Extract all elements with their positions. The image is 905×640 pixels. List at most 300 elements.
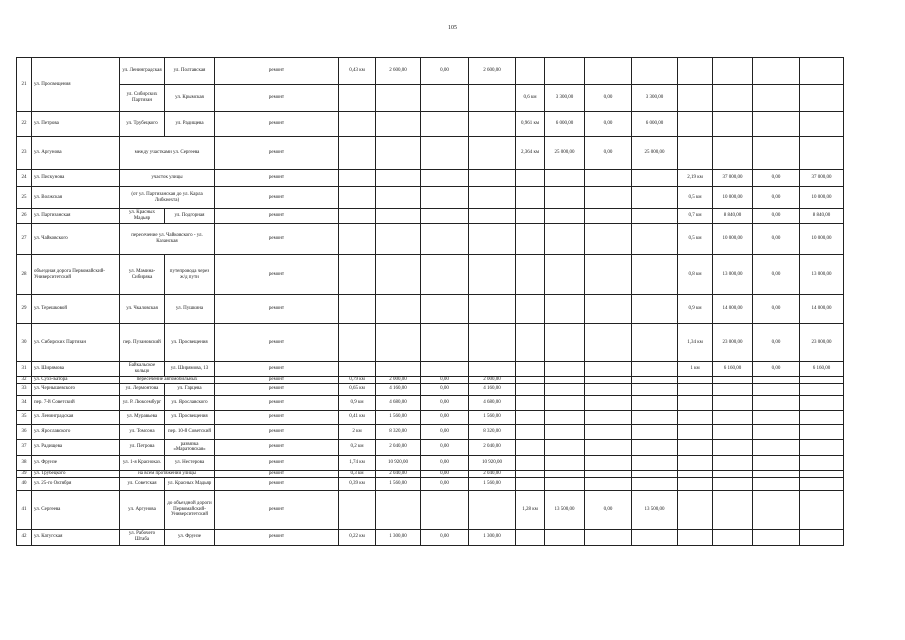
work-type-cell: ремонт: [215, 255, 339, 295]
segment-from-cell: ул. Муравьева: [120, 410, 165, 424]
value-cell-p2-fed: [585, 455, 632, 470]
value-cell-p1-len: [339, 362, 376, 377]
table-row: [17, 439, 892, 455]
value-cell-p3-fed: [753, 395, 800, 410]
value-cell-p2-len: [516, 477, 545, 490]
value-cell-p1-len: [339, 209, 376, 224]
value-cell-p1-loc: 2 040,00: [469, 439, 516, 455]
value-cell-p2-total: [545, 324, 585, 362]
value-cell-p1-loc: 4 680,00: [469, 395, 516, 410]
value-cell-p1-loc: 10 920,00: [469, 455, 516, 470]
street-name-cell: пер. 7-й Советский: [32, 395, 120, 410]
value-cell-p3-len: 0,8 км: [678, 255, 713, 295]
row-number-cell: 34: [17, 395, 32, 410]
segment-to-cell: ул. Фрунзе: [165, 529, 215, 545]
value-cell-p2-total: [545, 362, 585, 377]
work-type-cell: ремонт: [215, 470, 339, 477]
value-cell-p3-len: [678, 112, 713, 137]
value-cell-p3-total: [713, 137, 753, 170]
value-cell-p3-total: [713, 112, 753, 137]
value-cell-p1-total: [376, 490, 421, 529]
value-cell-p1-fed: [421, 112, 469, 137]
row-number-cell: 33: [17, 383, 32, 395]
value-cell-p3-loc: 14 000,00: [800, 295, 844, 324]
value-cell-p2-fed: [585, 470, 632, 477]
value-cell-p1-len: 0,39 км: [339, 477, 376, 490]
value-cell-p3-loc: [800, 58, 844, 85]
value-cell-p2-loc: [632, 377, 678, 384]
value-cell-p1-total: 8 320,00: [376, 424, 421, 439]
value-cell-p3-total: [713, 85, 753, 112]
row-number-cell: 42: [17, 529, 32, 545]
value-cell-p1-total: 1 560,00: [376, 477, 421, 490]
work-type-cell: ремонт: [215, 295, 339, 324]
value-cell-p3-total: [713, 477, 753, 490]
value-cell-p2-total: [545, 410, 585, 424]
row-number-cell: 27: [17, 224, 32, 255]
value-cell-p3-len: [678, 477, 713, 490]
value-cell-p2-len: 2,364 км: [516, 137, 545, 170]
value-cell-p3-fed: [753, 410, 800, 424]
work-type-cell: ремонт: [215, 377, 339, 384]
table-row: [17, 85, 892, 112]
value-cell-p3-loc: [800, 377, 844, 384]
value-cell-p3-fed: 0,00: [753, 209, 800, 224]
value-cell-p3-fed: 0,00: [753, 362, 800, 377]
value-cell-p1-loc: 1 560,00: [469, 410, 516, 424]
value-cell-p2-total: [545, 377, 585, 384]
value-cell-p2-total: 6 000,00: [545, 112, 585, 137]
value-cell-p1-fed: [421, 490, 469, 529]
value-cell-p1-total: 2 040,00: [376, 439, 421, 455]
value-cell-p1-loc: [469, 187, 516, 209]
work-type-cell: ремонт: [215, 112, 339, 137]
value-cell-p1-fed: 0,00: [421, 455, 469, 470]
value-cell-p2-len: 0,6 км: [516, 85, 545, 112]
value-cell-p3-len: [678, 410, 713, 424]
value-cell-p2-fed: [585, 324, 632, 362]
value-cell-p3-total: 10 000,00: [713, 187, 753, 209]
table-row: [17, 112, 892, 137]
value-cell-p1-total: [376, 324, 421, 362]
value-cell-p2-loc: 6 000,00: [632, 112, 678, 137]
work-type-cell: ремонт: [215, 85, 339, 112]
table-row: [17, 187, 892, 209]
value-cell-p3-fed: 0,00: [753, 224, 800, 255]
value-cell-p2-total: [545, 383, 585, 395]
value-cell-p3-len: [678, 395, 713, 410]
street-name-cell: ул. Фрунзе: [32, 455, 120, 470]
segment-cell: на всем протяжении улицы: [120, 470, 215, 477]
value-cell-p3-loc: [800, 383, 844, 395]
value-cell-p3-len: [678, 85, 713, 112]
street-name-cell: ул. Ярославского: [32, 424, 120, 439]
value-cell-p3-fed: [753, 455, 800, 470]
value-cell-p3-total: [713, 490, 753, 529]
table-row: [17, 529, 892, 545]
value-cell-p1-len: 0,41 км: [339, 410, 376, 424]
value-cell-p1-total: [376, 224, 421, 255]
value-cell-p2-len: [516, 439, 545, 455]
value-cell-p3-len: 1,34 км: [678, 324, 713, 362]
value-cell-p2-loc: [632, 324, 678, 362]
value-cell-p3-loc: 8 840,00: [800, 209, 844, 224]
table-row: [17, 383, 892, 395]
value-cell-p3-len: 2,19 км: [678, 170, 713, 187]
value-cell-p1-total: [376, 170, 421, 187]
street-name-cell: ул. Трубецкого: [32, 470, 120, 477]
value-cell-p3-len: [678, 424, 713, 439]
value-cell-p1-loc: [469, 85, 516, 112]
segment-to-cell: ул. Крымская: [165, 85, 215, 112]
value-cell-p1-fed: 0,00: [421, 410, 469, 424]
value-cell-p2-len: [516, 224, 545, 255]
value-cell-p1-len: [339, 187, 376, 209]
road-repair-table: [16, 57, 892, 546]
segment-to-cell: ул. Нестерова: [165, 455, 215, 470]
value-cell-p3-len: 0,5 км: [678, 224, 713, 255]
value-cell-p1-fed: 0,00: [421, 439, 469, 455]
value-cell-p2-len: [516, 187, 545, 209]
value-cell-p3-fed: [753, 477, 800, 490]
row-number-cell: 23: [17, 137, 32, 170]
value-cell-p2-total: [545, 58, 585, 85]
street-name-cell: ул. Пискунова: [32, 170, 120, 187]
street-name-cell: ул. Волжская: [32, 187, 120, 209]
segment-cell: участок улицы: [120, 170, 215, 187]
street-name-cell: ул. Петрова: [32, 112, 120, 137]
value-cell-p2-loc: [632, 470, 678, 477]
value-cell-p3-total: [713, 470, 753, 477]
segment-to-cell: ул. Гарцева: [165, 383, 215, 395]
value-cell-p2-fed: [585, 362, 632, 377]
value-cell-p1-loc: [469, 324, 516, 362]
segment-to-cell: ул. Просвещения: [165, 324, 215, 362]
value-cell-p1-loc: [469, 112, 516, 137]
value-cell-p1-fed: 0,00: [421, 477, 469, 490]
value-cell-p1-total: 2 600,00: [376, 58, 421, 85]
street-name-cell: объездная дорога Первомайский-Университетский: [32, 255, 120, 295]
table-row: [17, 58, 892, 85]
value-cell-p1-fed: 0,00: [421, 395, 469, 410]
value-cell-p1-fed: 0,00: [421, 470, 469, 477]
value-cell-p3-fed: [753, 529, 800, 545]
value-cell-p3-fed: 0,00: [753, 187, 800, 209]
segment-from-cell: Байкальское кольцо: [120, 362, 165, 377]
value-cell-p3-loc: 23 000,00: [800, 324, 844, 362]
value-cell-p2-len: [516, 529, 545, 545]
value-cell-p3-loc: [800, 439, 844, 455]
row-number-cell: 31: [17, 362, 32, 377]
street-name-cell: ул. Чайковского: [32, 224, 120, 255]
value-cell-p3-fed: [753, 137, 800, 170]
value-cell-p1-len: [339, 85, 376, 112]
value-cell-p1-fed: 0,00: [421, 377, 469, 384]
value-cell-p2-loc: [632, 395, 678, 410]
value-cell-p3-len: [678, 455, 713, 470]
street-name-cell: ул. Катугская: [32, 529, 120, 545]
value-cell-p1-fed: [421, 187, 469, 209]
value-cell-p1-fed: [421, 362, 469, 377]
value-cell-p1-total: 1 300,00: [376, 529, 421, 545]
value-cell-p2-total: [545, 395, 585, 410]
value-cell-p1-loc: [469, 137, 516, 170]
street-name-cell: ул. Сергеева: [32, 490, 120, 529]
value-cell-p1-len: [339, 324, 376, 362]
value-cell-p2-fed: [585, 170, 632, 187]
segment-to-cell: развязка «Маратовская»: [165, 439, 215, 455]
value-cell-p2-total: [545, 424, 585, 439]
segment-to-cell: путепровода через ж/д пути: [165, 255, 215, 295]
value-cell-p2-fed: [585, 395, 632, 410]
table-row: [17, 477, 892, 490]
value-cell-p1-total: [376, 112, 421, 137]
value-cell-p2-fed: [585, 424, 632, 439]
value-cell-p2-loc: [632, 170, 678, 187]
value-cell-p2-len: [516, 362, 545, 377]
value-cell-p1-total: [376, 85, 421, 112]
value-cell-p3-total: [713, 439, 753, 455]
segment-from-cell: ул. Аргунова: [120, 490, 165, 529]
page-number: 105: [448, 25, 457, 31]
value-cell-p2-total: 13 500,00: [545, 490, 585, 529]
value-cell-p1-total: 4 680,00: [376, 395, 421, 410]
value-cell-p3-loc: [800, 477, 844, 490]
table-row: [17, 209, 892, 224]
row-number-cell: 22: [17, 112, 32, 137]
street-name-cell: ул. Чернышевского: [32, 383, 120, 395]
value-cell-p1-loc: [469, 170, 516, 187]
value-cell-p2-fed: [585, 529, 632, 545]
value-cell-p2-fed: 0,00: [585, 490, 632, 529]
table-row: [17, 224, 892, 255]
segment-from-cell: ул. Трубецкого: [120, 112, 165, 137]
value-cell-p2-total: [545, 209, 585, 224]
value-cell-p1-fed: 0,00: [421, 529, 469, 545]
value-cell-p3-loc: [800, 112, 844, 137]
value-cell-p2-len: [516, 383, 545, 395]
value-cell-p3-len: [678, 529, 713, 545]
value-cell-p3-total: [713, 424, 753, 439]
street-name-cell: ул. Ширямова: [32, 362, 120, 377]
table-row: [17, 324, 892, 362]
street-name-cell: ул. Сибирских Партизан: [32, 324, 120, 362]
value-cell-p1-loc: [469, 255, 516, 295]
table-row: [17, 470, 892, 477]
value-cell-p2-fed: 0,00: [585, 112, 632, 137]
value-cell-p2-len: [516, 324, 545, 362]
value-cell-p2-loc: [632, 410, 678, 424]
segment-from-cell: пер. Пузановский: [120, 324, 165, 362]
value-cell-p1-len: [339, 224, 376, 255]
value-cell-p1-len: [339, 112, 376, 137]
value-cell-p1-total: [376, 209, 421, 224]
value-cell-p2-fed: [585, 224, 632, 255]
value-cell-p3-loc: 6 160,00: [800, 362, 844, 377]
value-cell-p1-fed: [421, 324, 469, 362]
value-cell-p3-loc: [800, 137, 844, 170]
work-type-cell: ремонт: [215, 324, 339, 362]
value-cell-p2-fed: [585, 410, 632, 424]
value-cell-p2-loc: [632, 209, 678, 224]
work-type-cell: ремонт: [215, 439, 339, 455]
value-cell-p1-len: 0,79 км: [339, 377, 376, 384]
segment-to-cell: ул. Пушкина: [165, 295, 215, 324]
value-cell-p2-fed: [585, 58, 632, 85]
work-type-cell: ремонт: [215, 209, 339, 224]
row-number-cell: 36: [17, 424, 32, 439]
value-cell-p3-total: 14 000,00: [713, 295, 753, 324]
work-type-cell: ремонт: [215, 529, 339, 545]
segment-to-cell: ул. Красных Мадьяр: [165, 477, 215, 490]
work-type-cell: ремонт: [215, 490, 339, 529]
value-cell-p2-len: [516, 209, 545, 224]
value-cell-p1-fed: 0,00: [421, 424, 469, 439]
value-cell-p2-loc: [632, 362, 678, 377]
value-cell-p2-total: [545, 439, 585, 455]
value-cell-p3-loc: 10 000,00: [800, 187, 844, 209]
value-cell-p1-len: [339, 255, 376, 295]
value-cell-p1-len: 2 км: [339, 424, 376, 439]
row-number-cell: 29: [17, 295, 32, 324]
value-cell-p3-len: [678, 377, 713, 384]
value-cell-p2-loc: [632, 424, 678, 439]
table-row: [17, 395, 892, 410]
value-cell-p1-fed: [421, 209, 469, 224]
work-type-cell: ремонт: [215, 455, 339, 470]
value-cell-p2-total: [545, 170, 585, 187]
value-cell-p3-loc: 37 000,00: [800, 170, 844, 187]
value-cell-p1-loc: [469, 490, 516, 529]
value-cell-p3-len: [678, 470, 713, 477]
value-cell-p3-loc: [800, 455, 844, 470]
value-cell-p1-total: [376, 187, 421, 209]
value-cell-p1-fed: [421, 85, 469, 112]
value-cell-p1-fed: [421, 224, 469, 255]
value-cell-p1-loc: 2 600,00: [469, 58, 516, 85]
value-cell-p3-len: 0,7 км: [678, 209, 713, 224]
value-cell-p2-loc: [632, 58, 678, 85]
table-row: [17, 255, 892, 295]
work-type-cell: ремонт: [215, 383, 339, 395]
row-number-cell: 28: [17, 255, 32, 295]
value-cell-p1-fed: 0,00: [421, 383, 469, 395]
street-name-cell: ул. Радищева: [32, 439, 120, 455]
value-cell-p2-loc: [632, 255, 678, 295]
value-cell-p2-total: [545, 255, 585, 295]
value-cell-p2-fed: [585, 477, 632, 490]
value-cell-p2-len: [516, 455, 545, 470]
value-cell-p1-total: 4 160,00: [376, 383, 421, 395]
table-row: [17, 362, 892, 377]
value-cell-p1-fed: [421, 170, 469, 187]
street-name-cell: ул. Терешковой: [32, 295, 120, 324]
value-cell-p1-loc: [469, 224, 516, 255]
table-body: [17, 58, 892, 546]
value-cell-p3-fed: 0,00: [753, 170, 800, 187]
value-cell-p3-fed: [753, 470, 800, 477]
table-row: [17, 170, 892, 187]
value-cell-p2-total: [545, 477, 585, 490]
value-cell-p1-loc: 1 300,00: [469, 529, 516, 545]
value-cell-p1-loc: [469, 362, 516, 377]
street-name-cell: ул. Аргунова: [32, 137, 120, 170]
work-type-cell: ремонт: [215, 58, 339, 85]
value-cell-p2-len: [516, 395, 545, 410]
value-cell-p1-fed: 0,00: [421, 58, 469, 85]
value-cell-p2-total: [545, 470, 585, 477]
value-cell-p2-fed: [585, 377, 632, 384]
segment-cell: (от ул. Партизанская до ул. Карла Либкнехта): [120, 187, 215, 209]
value-cell-p2-loc: 25 000,00: [632, 137, 678, 170]
row-number-cell: 21: [17, 58, 32, 112]
value-cell-p3-total: [713, 529, 753, 545]
value-cell-p2-total: [545, 295, 585, 324]
segment-to-cell: пер. 10-й Советский: [165, 424, 215, 439]
row-number-cell: 37: [17, 439, 32, 455]
value-cell-p3-total: [713, 455, 753, 470]
segment-from-cell: ул. 1-я Красноказ.: [120, 455, 165, 470]
segment-from-cell: ул. Мамина-Сибиряка: [120, 255, 165, 295]
value-cell-p3-loc: [800, 529, 844, 545]
value-cell-p1-total: [376, 255, 421, 295]
value-cell-p3-loc: 13 000,00: [800, 255, 844, 295]
segment-from-cell: ул. Сибирских Партизан: [120, 85, 165, 112]
work-type-cell: ремонт: [215, 137, 339, 170]
value-cell-p1-loc: 8 320,00: [469, 424, 516, 439]
segment-from-cell: ул. Рабочего Штаба: [120, 529, 165, 545]
value-cell-p3-fed: [753, 439, 800, 455]
value-cell-p1-total: [376, 295, 421, 324]
row-number-cell: 35: [17, 410, 32, 424]
value-cell-p2-fed: [585, 187, 632, 209]
value-cell-p3-total: [713, 410, 753, 424]
work-type-cell: ремонт: [215, 395, 339, 410]
value-cell-p1-len: [339, 170, 376, 187]
value-cell-p2-total: [545, 455, 585, 470]
value-cell-p3-total: [713, 383, 753, 395]
value-cell-p3-total: [713, 58, 753, 85]
value-cell-p2-loc: [632, 439, 678, 455]
value-cell-p1-len: [339, 137, 376, 170]
value-cell-p3-len: [678, 439, 713, 455]
segment-from-cell: ул. Красных Мадьяр: [120, 209, 165, 224]
row-number-cell: 24: [17, 170, 32, 187]
value-cell-p3-len: [678, 137, 713, 170]
value-cell-p3-len: 0,9 км: [678, 295, 713, 324]
row-number-cell: 41: [17, 490, 32, 529]
segment-from-cell: ул. Лермонтова: [120, 383, 165, 395]
value-cell-p3-len: [678, 490, 713, 529]
value-cell-p1-fed: [421, 255, 469, 295]
segment-cell: пересечение автомобильных: [120, 377, 215, 384]
value-cell-p1-len: 0,43 км: [339, 58, 376, 85]
segment-to-cell: до объездной дороги Первомайский-Университетский: [165, 490, 215, 529]
segment-from-cell: ул. Советская: [120, 477, 165, 490]
value-cell-p1-loc: 2 000,00: [469, 377, 516, 384]
value-cell-p1-len: 0,3 км: [339, 470, 376, 477]
value-cell-p1-len: 1,74 км: [339, 455, 376, 470]
value-cell-p3-fed: [753, 490, 800, 529]
row-number-cell: 32: [17, 377, 32, 384]
value-cell-p3-total: 37 000,00: [713, 170, 753, 187]
segment-to-cell: ул. Радищева: [165, 112, 215, 137]
value-cell-p3-total: 13 000,00: [713, 255, 753, 295]
value-cell-p3-len: 0,5 км: [678, 187, 713, 209]
value-cell-p3-total: 8 840,00: [713, 209, 753, 224]
value-cell-p3-loc: [800, 395, 844, 410]
table-row: [17, 377, 892, 384]
